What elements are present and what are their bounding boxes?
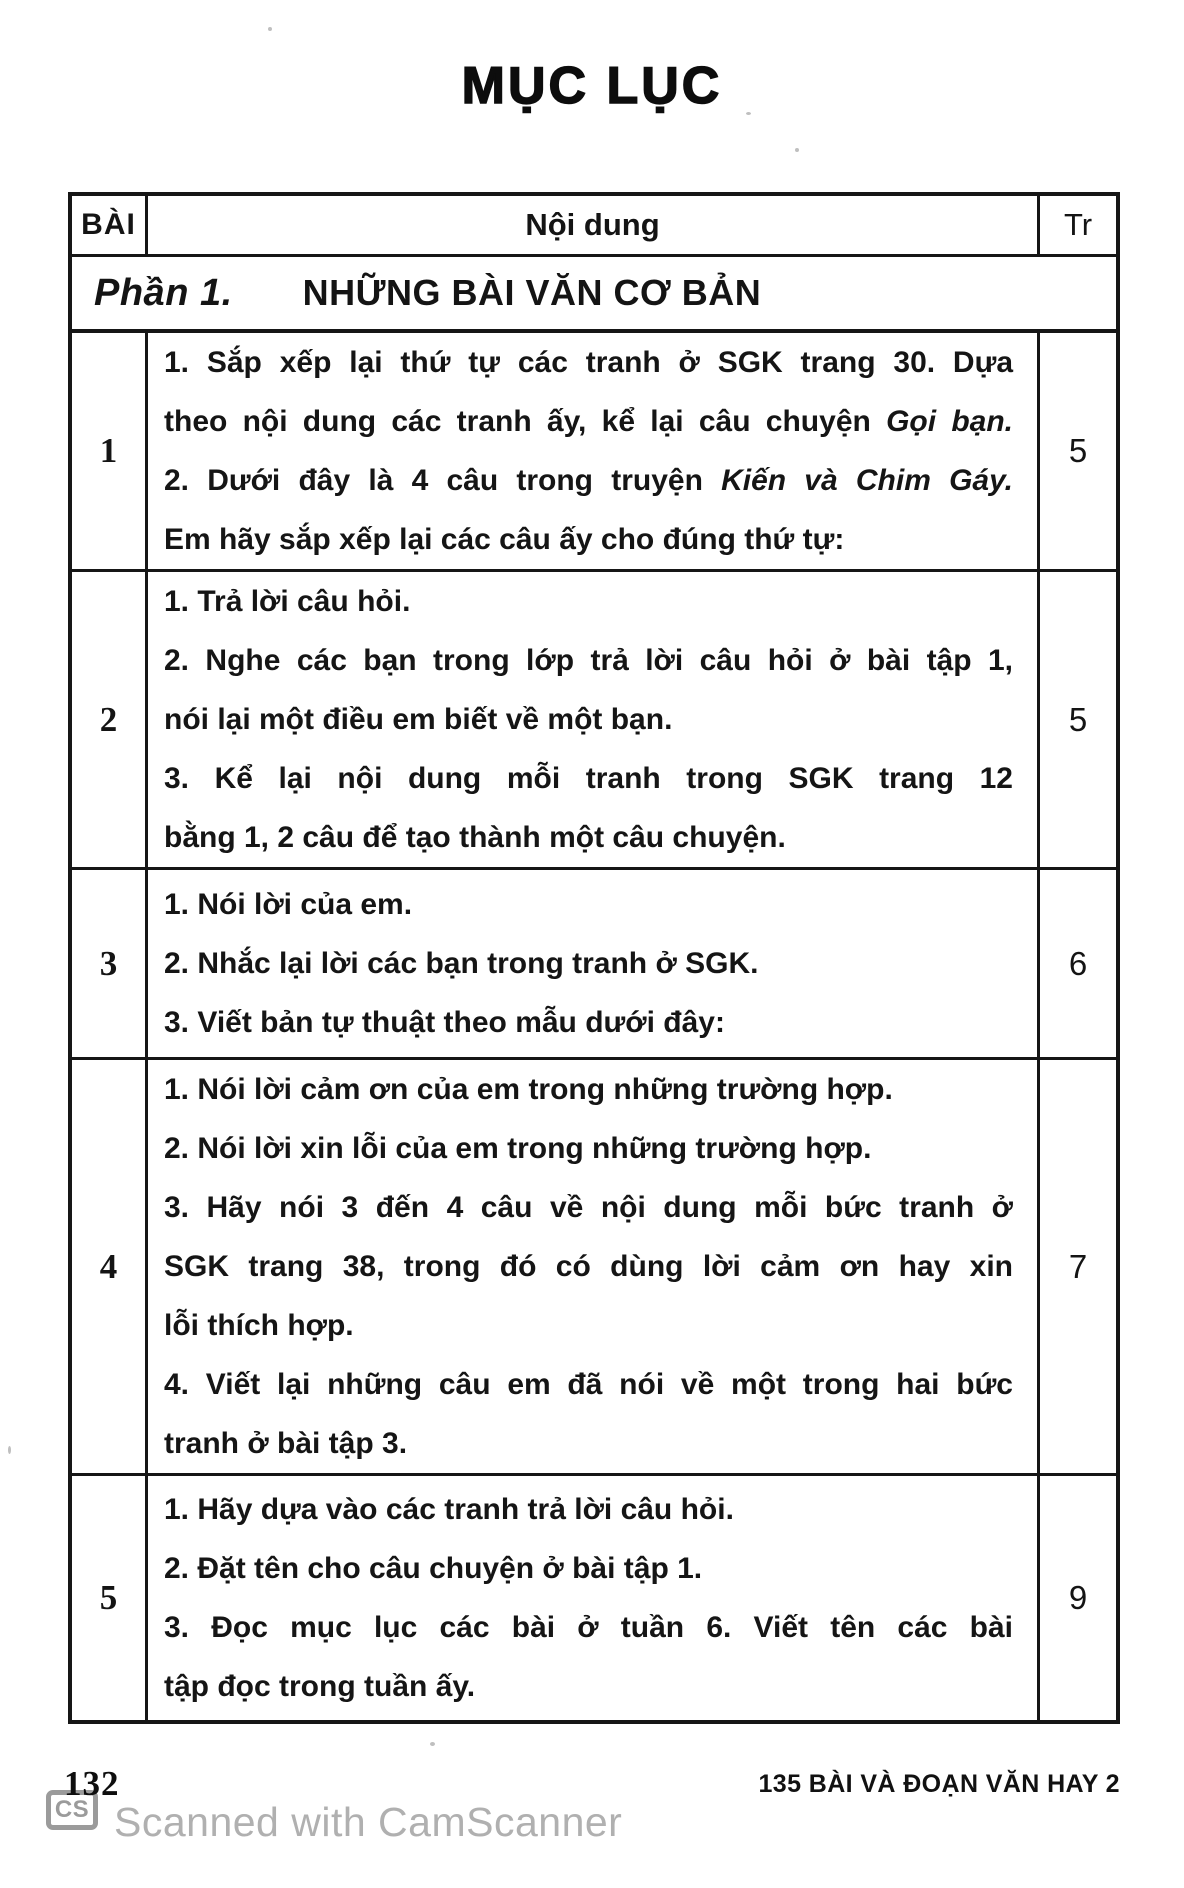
content-line: 1. Nói lời cảm ơn của em trong những trường hợp.: [164, 1073, 893, 1106]
scan-artifact: [268, 27, 272, 31]
content-line: bằng 1, 2 câu để tạo thành một câu chuyện.: [164, 821, 786, 854]
content-line: tập đọc trong tuần ấy.: [164, 1670, 476, 1703]
scan-artifact: [8, 1446, 11, 1454]
content-line: 3. Đọc mục lục các bài ở tuần 6. Viết tên các bài: [164, 1611, 1013, 1644]
table-rows: [72, 333, 1116, 1720]
toc-table: [68, 192, 1120, 1724]
lesson-page: 9: [1037, 1476, 1116, 1720]
scan-artifact: [795, 148, 799, 152]
lesson-content: [148, 870, 1037, 1057]
section-row: [72, 257, 1116, 333]
content-line: 4. Viết lại những câu em đã nói về một trong hai bức: [164, 1368, 1013, 1401]
content-line: theo nội dung các tranh ấy, kể lại câu chuyện Gọi bạn.: [164, 405, 1013, 438]
lesson-number: 3: [72, 870, 148, 1057]
lesson-content: [148, 572, 1037, 867]
lesson-page: 5: [1037, 572, 1116, 867]
content-line: 3. Kể lại nội dung mỗi tranh trong SGK trang 12: [164, 762, 1013, 795]
lesson-content: [148, 1060, 1037, 1473]
table-row: [72, 1476, 1116, 1720]
table-row: [72, 333, 1116, 572]
lesson-page: 6: [1037, 870, 1116, 1057]
content-line: SGK trang 38, trong đó có dùng lời cảm ơn hay xin: [164, 1250, 1013, 1283]
section-label: Phần 1.: [94, 271, 233, 314]
content-line: 1. Trả lời câu hỏi.: [164, 585, 411, 618]
table-row: [72, 870, 1116, 1060]
table-row: [72, 572, 1116, 870]
lesson-number: 1: [72, 333, 148, 569]
lesson-content: [148, 1476, 1037, 1720]
content-line: 2. Nhắc lại lời các bạn trong tranh ở SGK.: [164, 947, 759, 980]
page-number: 132: [64, 1764, 120, 1803]
camscanner-watermark: [46, 1790, 622, 1854]
camscanner-icon-letters: CS: [46, 1790, 98, 1830]
scan-artifact: [430, 1742, 435, 1746]
content-line: nói lại một điều em biết về một bạn.: [164, 703, 673, 736]
content-line: 3. Viết bản tự thuật theo mẫu dưới đây:: [164, 1006, 725, 1039]
section-title: NHỮNG BÀI VĂN CƠ BẢN: [302, 272, 762, 313]
table-row: [72, 1060, 1116, 1476]
lesson-number: 2: [72, 572, 148, 867]
scan-artifact: [746, 112, 751, 115]
column-header-tr: Tr: [1037, 196, 1116, 254]
content-line: 2. Nói lời xin lỗi của em trong những trường hợp.: [164, 1132, 872, 1165]
lesson-number: 4: [72, 1060, 148, 1473]
column-header-noi-dung: Nội dung: [525, 207, 660, 242]
content-line: 2. Dưới đây là 4 câu trong truyện Kiến và Chim Gáy.: [164, 464, 1013, 497]
content-line: lỗi thích hợp.: [164, 1309, 354, 1342]
content-line: 1. Sắp xếp lại thứ tự các tranh ở SGK trang 30. Dựa: [164, 346, 1013, 379]
watermark-text: Scanned with CamScanner: [114, 1799, 623, 1845]
lesson-page: 5: [1037, 333, 1116, 569]
column-header-bai: BÀI: [72, 196, 148, 254]
lesson-content: [148, 333, 1037, 569]
content-line: tranh ở bài tập 3.: [164, 1427, 408, 1460]
content-line: 2. Nghe các bạn trong lớp trả lời câu hỏi ở bài tập 1,: [164, 644, 1013, 677]
content-line: 3. Hãy nói 3 đến 4 câu về nội dung mỗi bức tranh ở: [164, 1191, 1013, 1224]
content-line: Em hãy sắp xếp lại các câu ấy cho đúng thứ tự:: [164, 523, 845, 556]
table-header-row: [72, 196, 1116, 257]
lesson-page: 7: [1037, 1060, 1116, 1473]
lesson-number: 5: [72, 1476, 148, 1720]
content-line: 2. Đặt tên cho câu chuyện ở bài tập 1.: [164, 1552, 703, 1585]
book-title: 135 BÀI VÀ ĐOẠN VĂN HAY 2: [758, 1770, 1120, 1798]
content-line: 1. Nói lời của em.: [164, 888, 413, 921]
content-line: 1. Hãy dựa vào các tranh trả lời câu hỏi.: [164, 1493, 734, 1526]
page-title: MỤC LỤC: [461, 57, 723, 115]
